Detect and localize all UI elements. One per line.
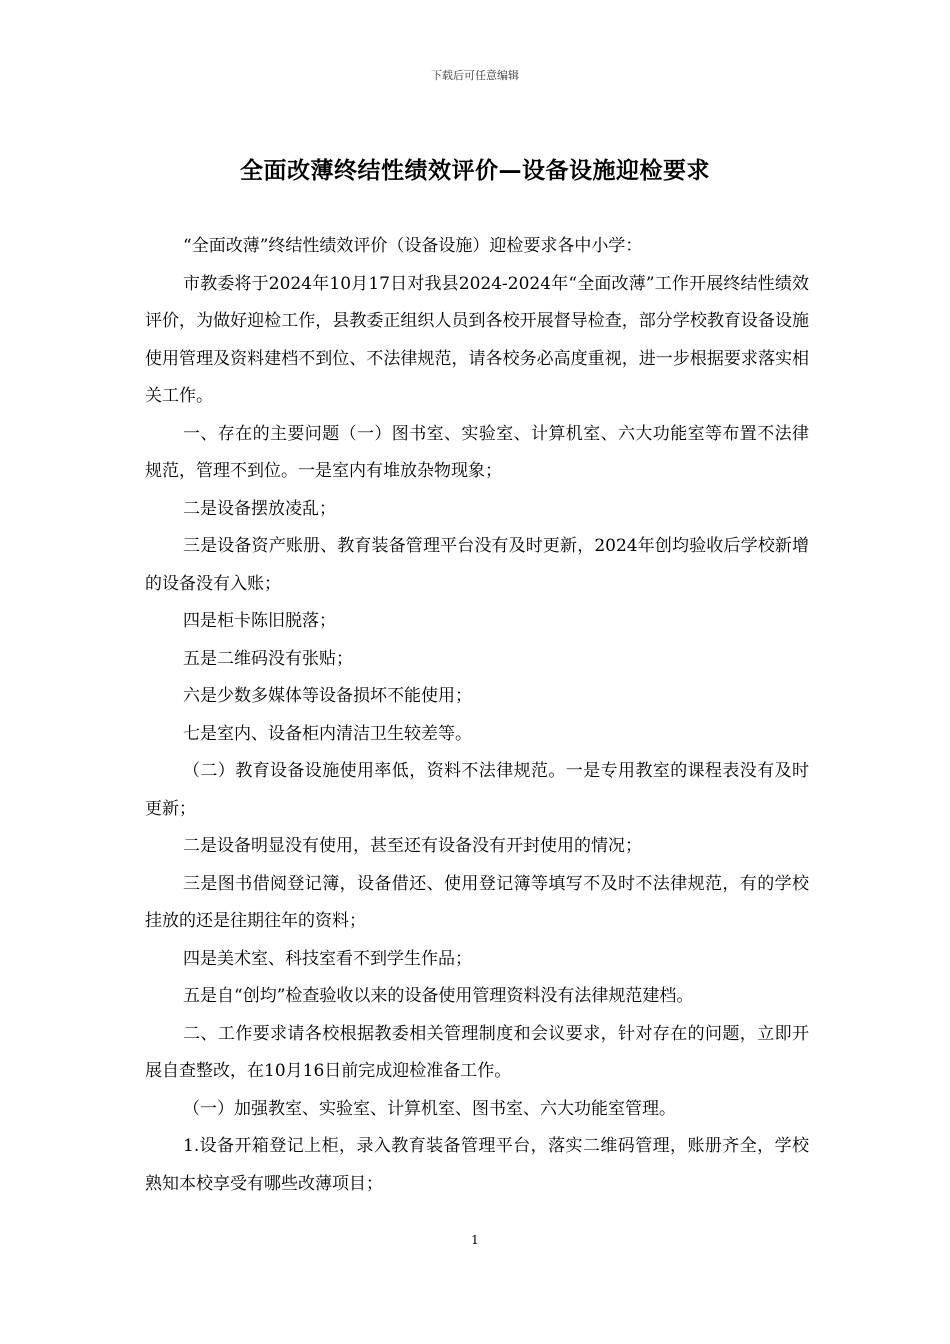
page-number: 1 xyxy=(471,1233,479,1247)
paragraph-item: 六是少数多媒体等设备损坏不能使用； xyxy=(183,686,472,706)
paragraph-salutation: “全面改薄”终结性绩效评价（设备设施）迎检要求各中小学： xyxy=(183,236,643,256)
paragraph-problems-2: （二）教育设备设施使用率低，资料不法律规范。一是专用教室的课程表没有及时更新； xyxy=(145,761,809,819)
paragraph-problems-1: 一、存在的主要问题（一）图书室、实验室、计算机室、六大功能室等布置不法律规范，管理不到位。一是室内有堆放杂物现象； xyxy=(145,423,809,481)
header-note: 下载后可任意编辑 xyxy=(431,69,519,82)
paragraph-item: 四是柜卡陈旧脱落； xyxy=(183,611,336,631)
paragraph-item: 三是图书借阅登记簿，设备借还、使用登记簿等填写不及时不法律规范，有的学校挂放的还是往期往年的资料； xyxy=(145,873,809,931)
document-title: 全面改薄终结性绩效评价—设备设施迎检要求 xyxy=(240,158,710,184)
paragraph-item: 四是美术室、科技室看不到学生作品； xyxy=(183,948,472,969)
paragraph-item: 二是设备摆放凌乱； xyxy=(183,498,336,519)
paragraph-item: 五是二维码没有张贴； xyxy=(183,648,353,669)
paragraph-intro: 市教委将于2024年10月17日对我县2024-2024年“全面改薄”工作开展终结性绩效评价，为做好迎检工作，县教委正组织人员到各校开展督导检查，部分学校教育设备设施使用管理及资料建档不到位、不法律规范，请各校务必高度重视，进一步根据要求落实相关工作。 xyxy=(145,273,809,406)
paragraph-requirements: 二、工作要求请各校根据教委相关管理制度和会议要求，针对存在的问题，立即开展自查整改，在10月16日前完成迎检准备工作。 xyxy=(145,1023,809,1081)
paragraph-item: 1.设备开箱登记上柜，录入教育装备管理平台，落实二维码管理，账册齐全，学校熟知本校享受有哪些改薄项目； xyxy=(145,1136,809,1194)
paragraph-item: 三是设备资产账册、教育装备管理平台没有及时更新，2024年创均验收后学校新增的设备没有入账； xyxy=(145,536,809,594)
paragraph-item: 五是自“创均”检查验收以来的设备使用管理资料没有法律规范建档。 xyxy=(183,986,694,1006)
paragraph-subsection: （一）加强教室、实验室、计算机室、图书室、六大功能室管理。 xyxy=(183,1098,676,1119)
document-body xyxy=(145,228,809,1203)
paragraph-item: 二是设备明显没有使用，甚至还有设备没有开封使用的情况； xyxy=(183,836,642,856)
paragraph-item: 七是室内、设备柜内清洁卫生较差等。 xyxy=(183,723,472,744)
